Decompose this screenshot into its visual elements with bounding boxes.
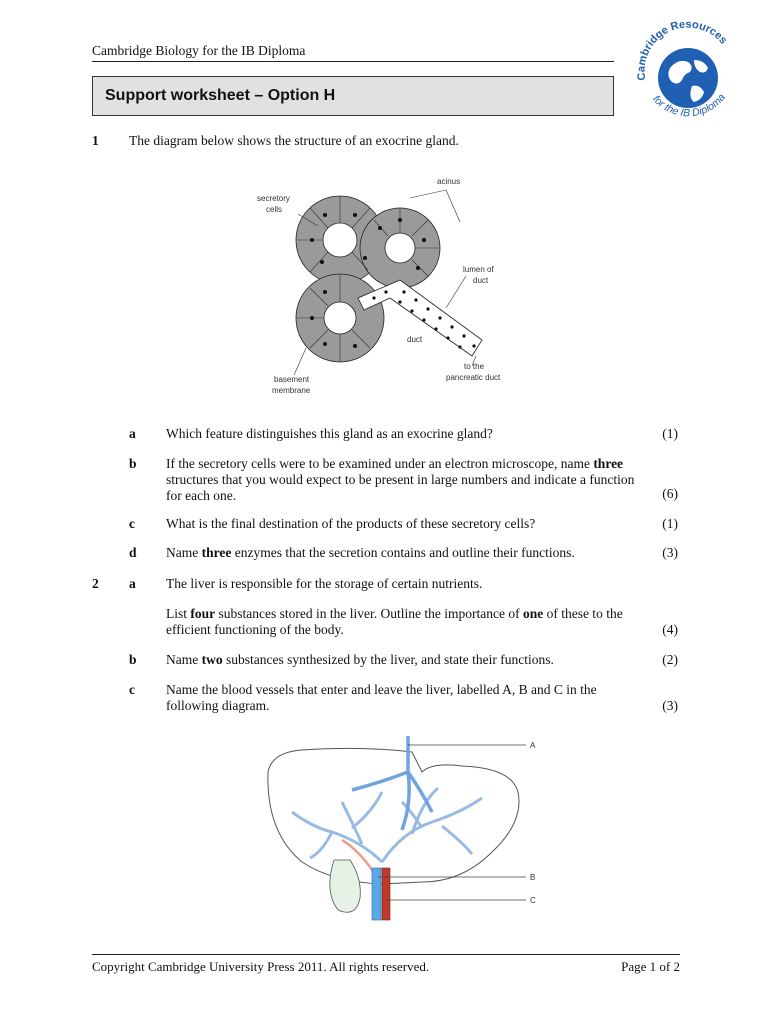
question-2-number: 2: [92, 576, 99, 591]
q1b-line2: structures that you would expect to be present in large numbers and indicate a function: [166, 472, 635, 487]
liver-label-a: A: [530, 741, 536, 750]
q2a-list-mid: substances stored in the liver. Outline the importance of: [215, 606, 523, 621]
label-secretory: secretory: [257, 194, 290, 203]
worksheet-banner: [92, 76, 614, 116]
q1d-bold: three: [201, 545, 232, 560]
q1b-line3: for each one.: [166, 488, 237, 503]
liver-label-c: C: [530, 896, 536, 905]
q2a-list-pre: List: [166, 606, 191, 621]
footer-copyright: Copyright Cambridge University Press 2011. All rights reserved.: [92, 959, 430, 974]
label-lumen-of: lumen of: [463, 265, 494, 274]
q2a-text: The liver is responsible for the storage of certain nutrients.: [166, 576, 483, 591]
q1b-bold: three: [593, 456, 624, 471]
q2a-marks: (4): [662, 622, 678, 637]
q2c-letter: c: [129, 682, 135, 697]
label-pancreatic-duct: pancreatic duct: [446, 373, 501, 382]
q2a-bold-one: one: [522, 606, 544, 621]
label-to-the: to the: [464, 362, 485, 371]
q1c-letter: c: [129, 516, 135, 531]
q2a-list-post: of these to the: [543, 606, 623, 621]
q2c-line2: following diagram.: [166, 698, 270, 713]
label-acinus: acinus: [437, 177, 461, 186]
footer-rule: [92, 954, 680, 955]
question-1-intro: The diagram below shows the structure of an exocrine gland.: [129, 133, 459, 148]
q1a-letter: a: [129, 426, 136, 441]
q1d-pre: Name: [166, 545, 202, 560]
label-membrane: membrane: [272, 386, 311, 395]
q2c-text: [166, 682, 646, 714]
liver-diagram: [262, 732, 548, 922]
q2b-text: [166, 652, 554, 668]
q2a-bold-four: four: [190, 606, 216, 621]
q2b-bold: two: [201, 652, 223, 667]
liver-label-b: B: [530, 873, 536, 882]
label-basement: basement: [274, 375, 310, 384]
q2b-post: substances synthesized by the liver, and state their functions.: [222, 652, 554, 667]
q1d-marks: (3): [662, 545, 678, 560]
worksheet-title: Support worksheet – Option H: [105, 87, 336, 104]
q1b-line1: If the secretory cells were to be examined under an electron microscope, name: [166, 456, 594, 471]
book-title: Cambridge Biology for the IB Diploma: [92, 43, 306, 58]
label-duct: duct: [407, 335, 423, 344]
q2a-list: [166, 606, 646, 638]
q1a-marks: (1): [662, 426, 678, 441]
q1a-text: Which feature distinguishes this gland as an exocrine gland?: [166, 426, 493, 441]
q1c-text: What is the final destination of the products of these secretory cells?: [166, 516, 536, 531]
label-cells: cells: [266, 205, 283, 214]
q2b-marks: (2): [662, 652, 678, 667]
q2c-marks: (3): [662, 698, 678, 713]
q2a-letter: a: [129, 576, 136, 591]
q1b-letter: b: [129, 456, 137, 471]
label-lumen-duct: duct: [473, 276, 489, 285]
q2a-line2: efficient functioning of the body.: [166, 622, 344, 637]
header-rule: [92, 61, 614, 62]
q1b-marks: (6): [662, 486, 678, 501]
q1c-marks: (1): [662, 516, 678, 531]
q2c-line1: Name the blood vessels that enter and leave the liver, labelled A, B and C in the: [166, 682, 597, 697]
cambridge-logo: [632, 20, 744, 128]
exocrine-gland-diagram: [250, 170, 540, 400]
q1d-post: enzymes that the secretion contains and outline their functions.: [231, 545, 575, 560]
q1d-text: [166, 545, 575, 561]
q2b-letter: b: [129, 652, 137, 667]
q2b-pre: Name: [166, 652, 202, 667]
q1b-text: [166, 456, 636, 504]
footer-page: Page 1 of 2: [621, 959, 680, 974]
logo-text-bottom: for the IB Diploma: [650, 91, 728, 120]
q1d-letter: d: [129, 545, 137, 560]
logo-text-top: Cambridge Resources: [635, 20, 730, 82]
question-1-number: 1: [92, 133, 99, 148]
